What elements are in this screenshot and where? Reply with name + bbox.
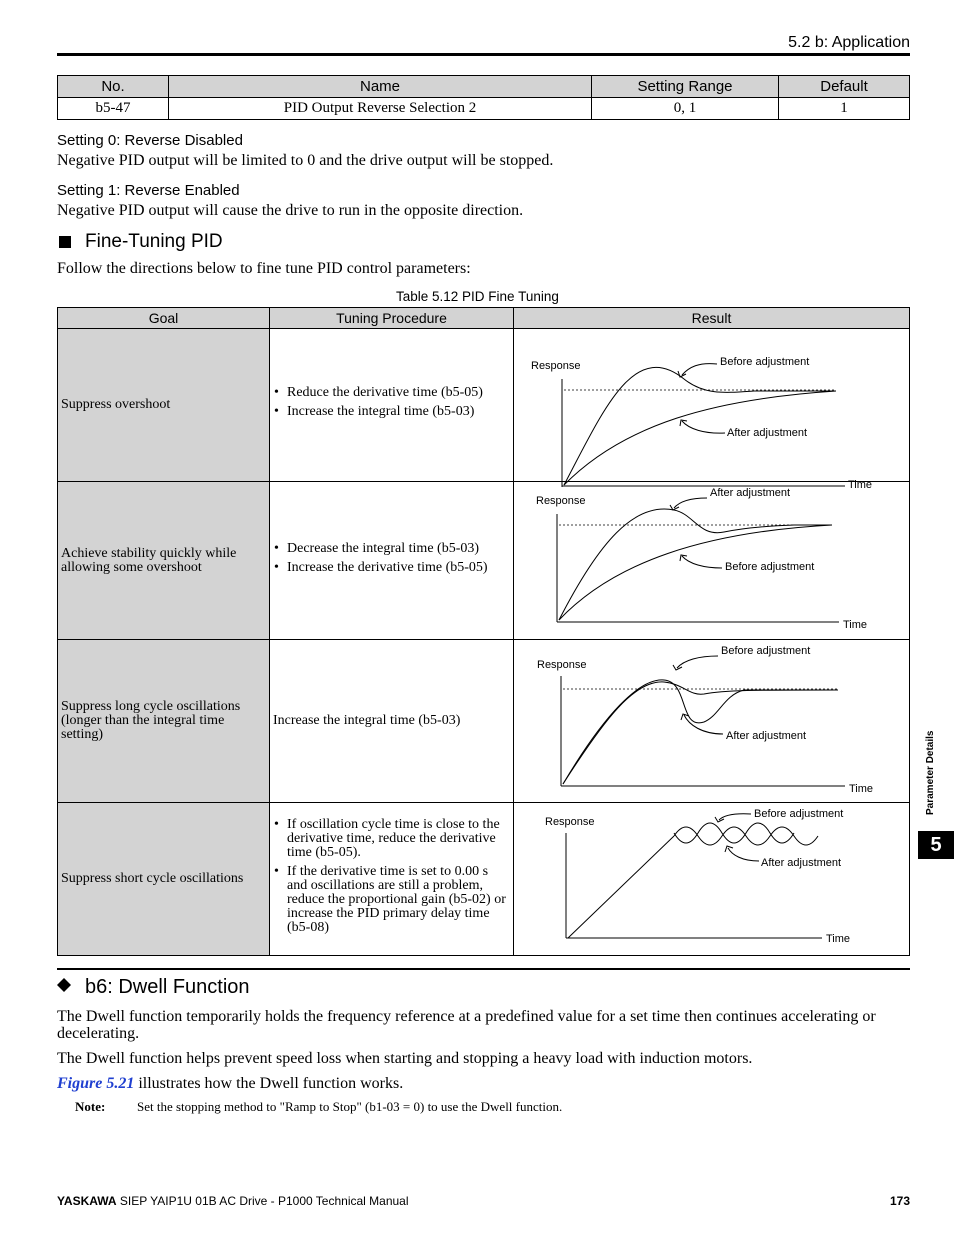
pointer-upper (677, 656, 718, 668)
procedure-step: • If oscillation cycle time is close to the derivative time, reduce the derivative time (b5-05). (273, 818, 510, 860)
col-setting-range: Setting Range (592, 76, 779, 98)
response-graph (514, 329, 909, 491)
response-graph (514, 482, 909, 639)
param-no: b5-47 (58, 98, 169, 120)
goal-cell: Suppress overshoot (58, 329, 270, 482)
table-caption: Table 5.12 PID Fine Tuning (396, 289, 559, 304)
graph-upper-label: Before adjustment (720, 356, 810, 368)
setting1-text: Negative PID output will cause the drive to run in the opposite direction. (57, 202, 524, 219)
graph-y-label: Response (545, 816, 595, 828)
response-graph (514, 640, 909, 802)
result-cell (514, 640, 910, 803)
graph-y-label: Response (537, 659, 587, 671)
param-default: 1 (779, 98, 910, 120)
col-procedure: Tuning Procedure (270, 308, 514, 329)
footer-manual (57, 1194, 409, 1208)
pointer-lower (682, 556, 722, 568)
figure-link[interactable]: Figure 5.21 (57, 1075, 135, 1092)
graph-lower-label: After adjustment (726, 730, 807, 742)
graph-x-label: Time (826, 933, 851, 945)
section-rule (57, 968, 910, 970)
footer-manual-title: SIEP YAIP1U 01B AC Drive - P1000 Technical Manual (116, 1194, 409, 1208)
graph-upper-label: Before adjustment (754, 808, 844, 820)
result-cell (514, 329, 910, 491)
footer-brand: YASKAWA (57, 1194, 117, 1208)
pointer-upper (682, 364, 717, 375)
col-default: Default (779, 76, 910, 98)
side-tab-text: Parameter Details (925, 730, 936, 815)
col-goal: Goal (58, 308, 270, 329)
goal-cell: Suppress long cycle oscillations (longer than the integral time setting) (58, 640, 270, 803)
dwell-para1: The Dwell function temporarily holds the frequency reference at a predefined value for a set time then continues accelerating or decelerating. (57, 1008, 876, 1042)
pointer-lower (728, 848, 759, 861)
setting1-heading: Setting 1: Reverse Enabled (57, 182, 240, 199)
graph-x-label: Time (849, 783, 874, 795)
pid-fine-tuning-table (57, 307, 910, 956)
graph-upper-label: Before adjustment (721, 645, 811, 657)
graph-x-label: Time (843, 619, 868, 631)
side-tab-label (919, 725, 939, 815)
graph-y-label: Response (536, 495, 586, 507)
procedure-step: • Increase the integral time (b5-03) (273, 405, 510, 419)
goal-cell: Suppress short cycle oscillations (58, 803, 270, 956)
chapter-tab[interactable]: 5 (918, 831, 954, 859)
result-cell (514, 482, 910, 640)
col-no: No. (58, 76, 169, 98)
table-row (58, 640, 910, 803)
goal-cell: Achieve stability quickly while allowing some overshoot (58, 482, 270, 640)
page-number: 173 (889, 1194, 910, 1208)
graph-upper-label: After adjustment (710, 487, 791, 499)
dwell-para3-text: illustrates how the Dwell function works. (134, 1075, 404, 1092)
dwell-title: b6: Dwell Function (85, 976, 250, 998)
procedure-cell: Increase the integral time (b5-03) (270, 640, 514, 803)
table-row (58, 98, 910, 120)
procedure-step: • Decrease the integral time (b5-03) (273, 542, 510, 556)
procedure-cell (270, 803, 514, 956)
response-graph (514, 803, 909, 955)
graph-lower-label: After adjustment (761, 857, 842, 869)
pointer-lower (682, 421, 725, 433)
fine-tuning-title: Fine-Tuning PID (85, 231, 223, 252)
graph-x-label: Time (848, 479, 873, 491)
table-row (58, 803, 910, 956)
dwell-para3 (57, 1075, 403, 1092)
section-square-icon (59, 236, 71, 248)
rise-line (568, 836, 674, 938)
graph-lower-label: After adjustment (727, 427, 808, 439)
diamond-icon (57, 978, 71, 992)
header-rule (57, 53, 910, 56)
setting0-heading: Setting 0: Reverse Disabled (57, 132, 243, 149)
procedure-step: • Increase the derivative time (b5-05) (273, 561, 510, 575)
table-row (58, 329, 910, 482)
procedure-step: • Reduce the derivative time (b5-05) (273, 386, 510, 400)
setting0-text: Negative PID output will be limited to 0 and the drive output will be stopped. (57, 152, 554, 169)
dwell-para2: The Dwell function helps prevent speed loss when starting and stopping a heavy load with induction motors. (57, 1050, 753, 1067)
note-text: Set the stopping method to "Ramp to Stop" (b1-03 = 0) to use the Dwell function. (137, 1099, 563, 1114)
parameter-table (57, 75, 910, 120)
pointer-upper (674, 498, 707, 508)
param-range: 0, 1 (592, 98, 779, 120)
result-cell (514, 803, 910, 956)
fine-tuning-intro: Follow the directions below to fine tune PID control parameters: (57, 260, 471, 277)
after-curve (674, 823, 794, 843)
note-label: Note: (75, 1099, 106, 1114)
procedure-cell (270, 482, 514, 640)
param-name: PID Output Reverse Selection 2 (169, 98, 592, 120)
col-result: Result (514, 308, 910, 329)
procedure-cell (270, 329, 514, 482)
section-header: 5.2 b: Application (788, 34, 910, 51)
table-row (58, 482, 910, 640)
graph-lower-label: Before adjustment (725, 561, 815, 573)
graph-y-label: Response (531, 360, 581, 372)
col-name: Name (169, 76, 592, 98)
procedure-step: • If the derivative time is set to 0.00 s and oscillations are still a problem, reduce the proportional gain (b5-02) or increase the PID primary delay time (b5-08) (273, 865, 510, 935)
